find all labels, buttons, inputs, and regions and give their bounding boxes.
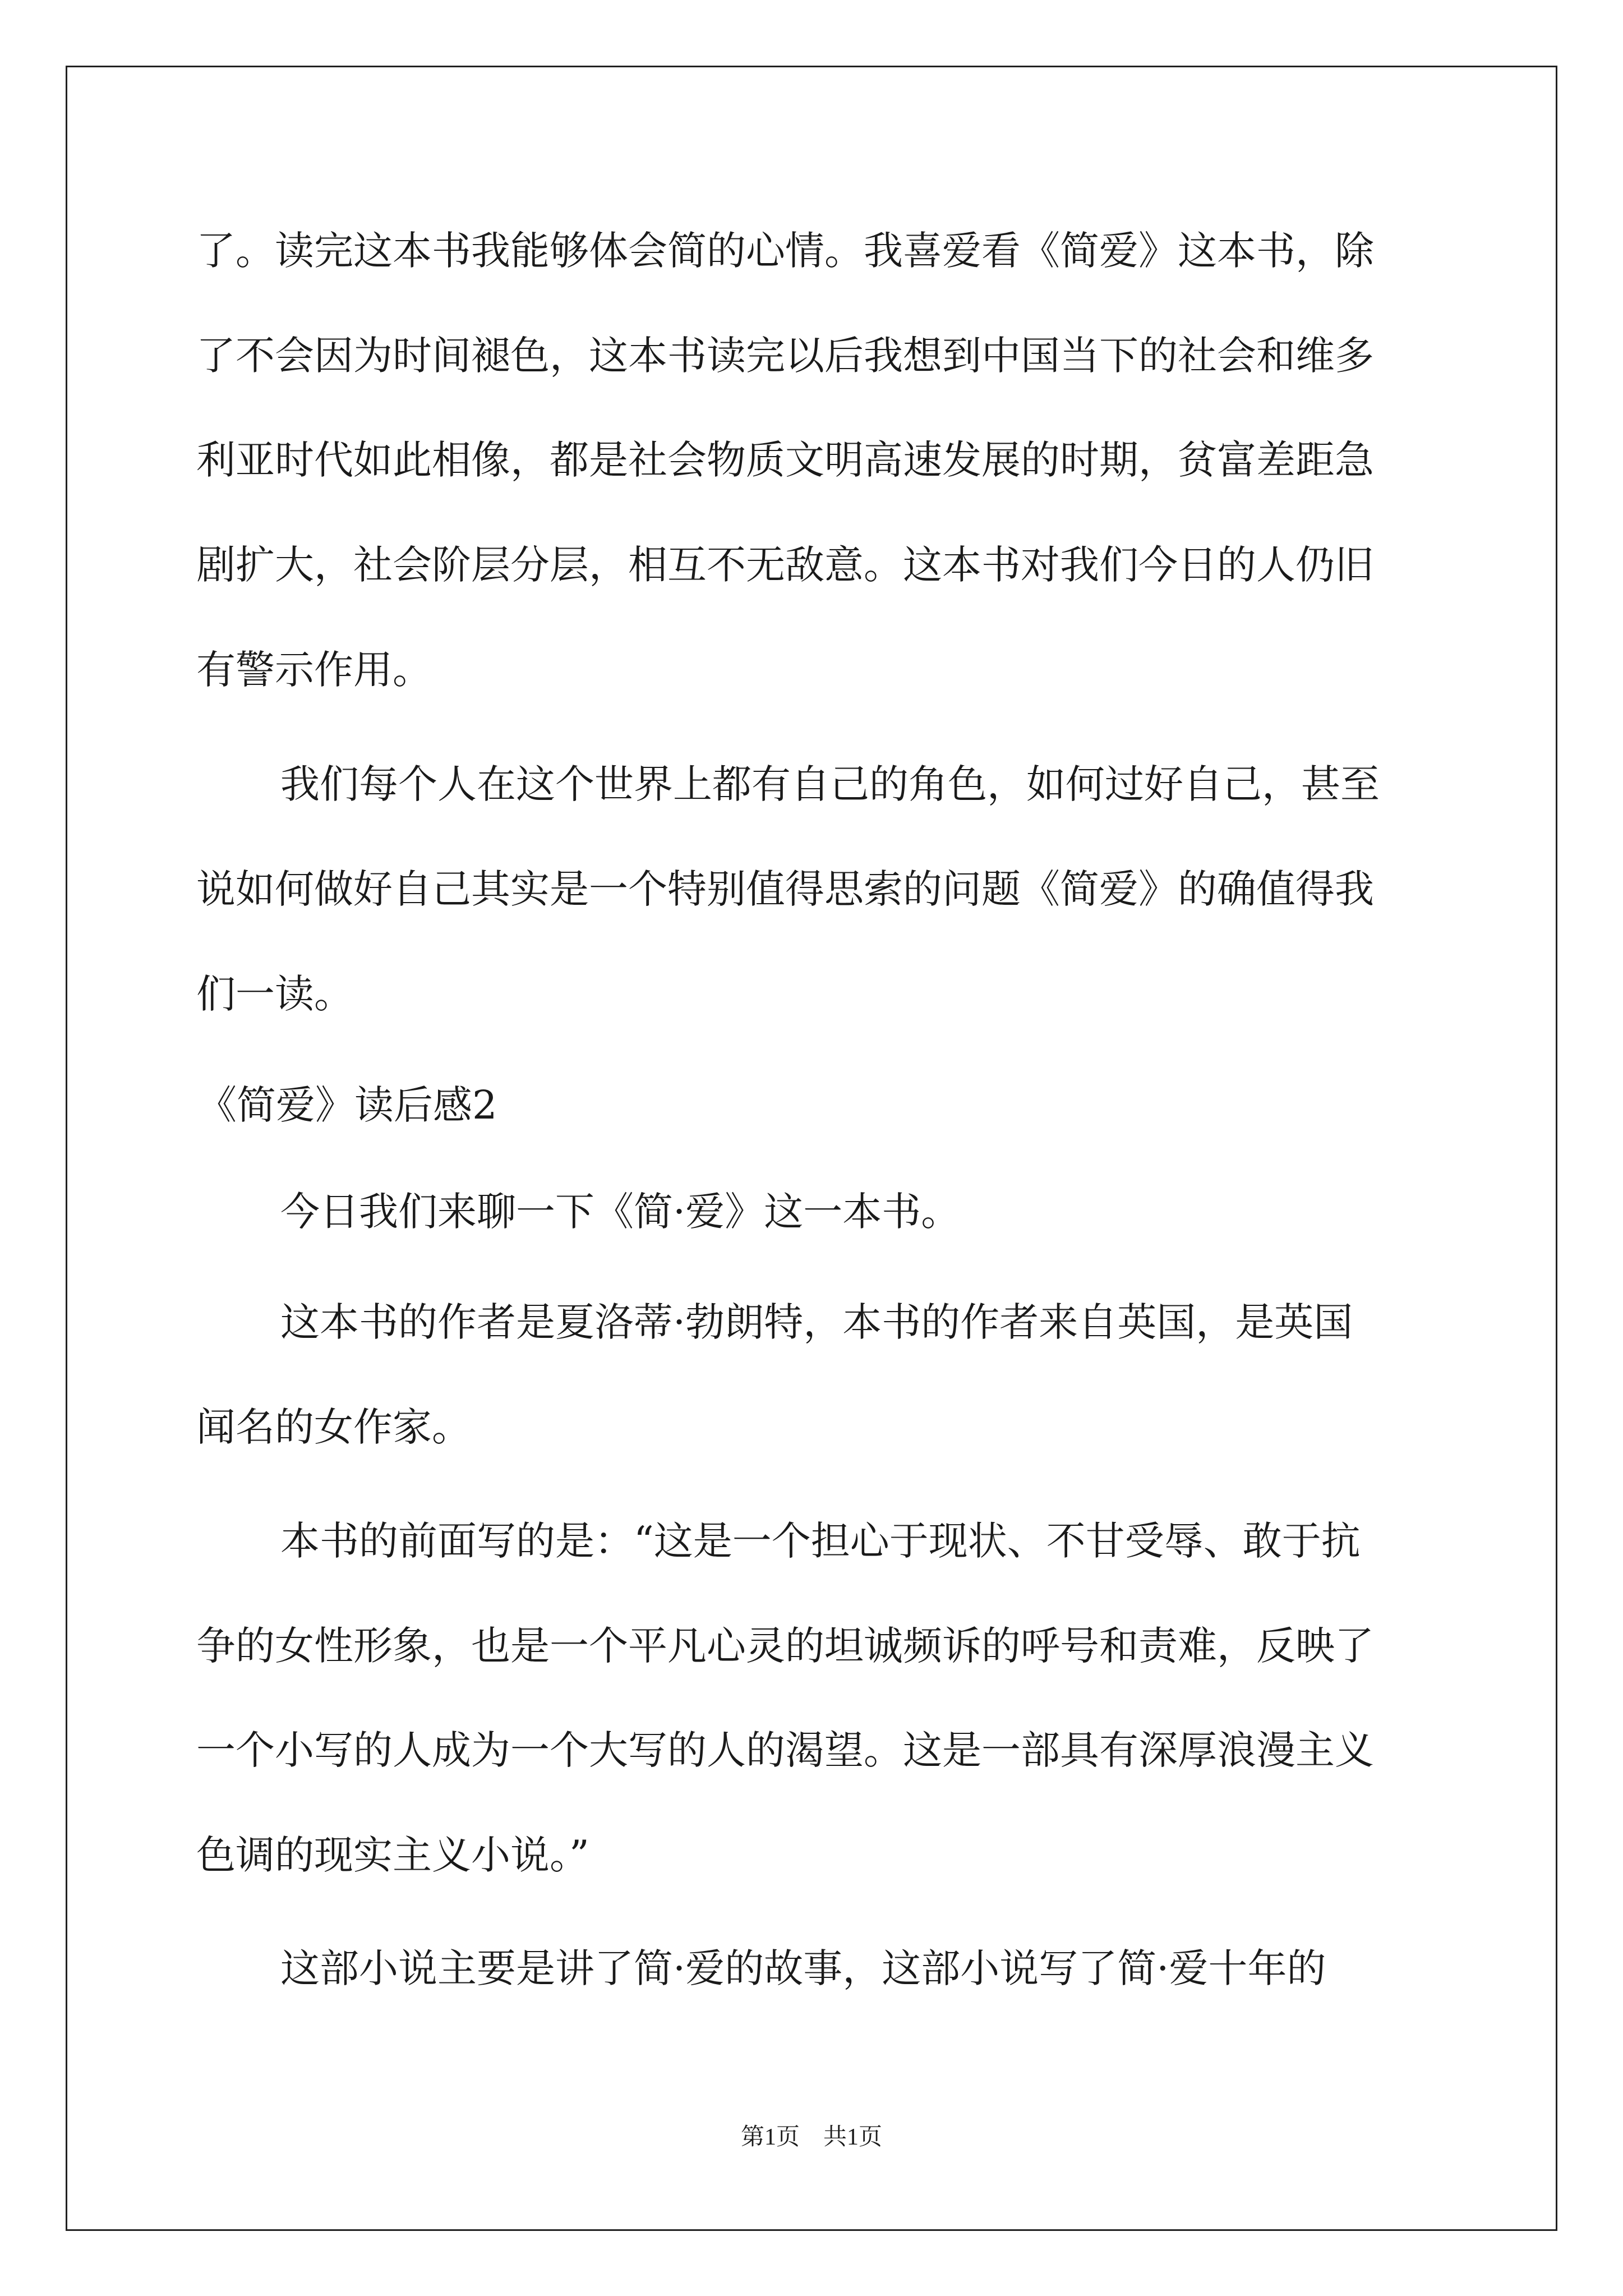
paragraph-start-line: 我们每个人在这个世界上都有自己的角色，如何过好自己，甚至 — [280, 761, 1380, 807]
page-number-footer: 第1页 共1页 — [740, 2124, 882, 2150]
text-line: 闻名的女作家。 — [196, 1404, 471, 1450]
page-border — [66, 66, 1557, 2231]
paragraph-start-line: 今日我们来聊一下《简·爱》这一本书。 — [280, 1189, 961, 1235]
text-line: 争的女性形象，也是一个平凡心灵的坦诚频诉的呼号和责难，反映了 — [196, 1623, 1374, 1669]
text-line: 们一读。 — [196, 971, 353, 1017]
text-line: 剧扩大，社会阶层分层，相互不无敌意。这本书对我们今日的人仍旧 — [196, 542, 1374, 588]
text-line: 了。读完这本书我能够体会简的心情。我喜爱看《简爱》这本书，除 — [196, 228, 1374, 274]
paragraph-start-line: 这本书的作者是夏洛蒂·勃朗特，本书的作者来自英国，是英国 — [280, 1299, 1353, 1345]
text-line: 色调的现实主义小说。” — [196, 1832, 589, 1878]
text-line: 了不会因为时间褪色，这本书读完以后我想到中国当下的社会和维多 — [196, 333, 1374, 379]
text-line: 说如何做好自己其实是一个特别值得思索的问题《简爱》的确值得我 — [196, 866, 1374, 912]
section-heading: 《简爱》读后感2 — [197, 1082, 497, 1128]
text-line: 一个小写的人成为一个大写的人的渴望。这是一部具有深厚浪漫主义 — [196, 1727, 1374, 1773]
text-line: 利亚时代如此相像，都是社会物质文明高速发展的时期，贫富差距急 — [196, 437, 1374, 483]
text-line: 有警示作用。 — [196, 647, 432, 693]
paragraph-start-line: 本书的前面写的是：“这是一个担心于现状、不甘受辱、敢于抗 — [280, 1518, 1361, 1564]
paragraph-start-line: 这部小说主要是讲了简·爱的故事，这部小说写了简·爱十年的 — [280, 1945, 1326, 1991]
